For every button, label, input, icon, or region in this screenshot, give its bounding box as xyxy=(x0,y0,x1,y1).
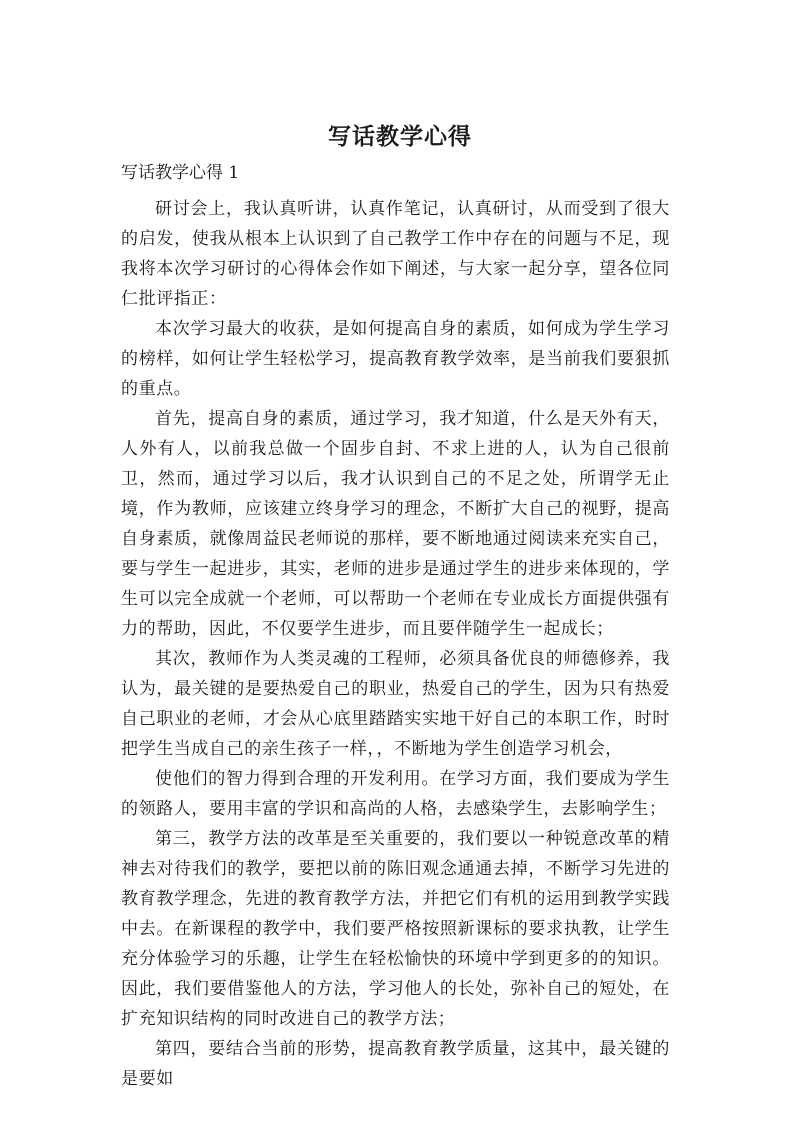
paragraph-intro: 研讨会上，我认真听讲，认真作笔记，认真研讨，从而受到了很大的启发，使我从根本上认识到了自己教学工作中存在的问题与不足，现我将本次学习研讨的心得体会作如下阐述，与大家一起分享，望各位同仁批评指正： xyxy=(121,199,670,309)
document-subtitle: 写话教学心得 1 xyxy=(121,163,240,183)
document-title: 写话教学心得 xyxy=(328,124,472,150)
paragraph-first: 首先，提高自身的素质，通过学习，我才知道，什么是天外有天，人外有人，以前我总做一个固步自封、不求上进的人，认为自己很前卫，然而，通过学习以后，我才认识到自己的不足之处，所谓学无止境，作为教师，应该建立终身学习的理念，不断扩大自己的视野，提高自身素质，就像周益民老师说的那样，要不断地通过阅读来充实自己，要与学生一起进步，其实，老师的进步是通过学生的进步来体现的，学生可以完全成就一个老师，可以帮助一个老师在专业成长方面提供强有力的帮助，因此，不仅要学生进步，而且要伴随学生一起成长； xyxy=(121,409,670,639)
paragraph-third: 第三，教学方法的改革是至关重要的，我们要以一种锐意改革的精神去对待我们的教学，要把以前的陈旧观念通通去掉，不断学习先进的教育教学理念，先进的教育教学方法，并把它们有机的运用到教学实践中去。在新课程的教学中，我们要严格按照新课标的要求执教，让学生充分体验学习的乐趣，让学生在轻松愉快的环境中学到更多的的知识。因此，我们要借鉴他人的方法，学习他人的长处，弥补自己的短处，在扩充知识结构的同时改进自己的教学方法； xyxy=(121,829,670,1029)
paragraph-fourth: 第四，要结合当前的形势，提高教育教学质量，这其中，最关键的是要如 xyxy=(121,1039,670,1089)
document-body xyxy=(121,194,670,1094)
paragraph-second-continued: 使他们的智力得到合理的开发利用。在学习方面，我们要成为学生的领路人，要用丰富的学识和高尚的人格，去感染学生，去影响学生； xyxy=(121,769,670,819)
paragraph-second: 其次，教师作为人类灵魂的工程师，必须具备优良的师德修养，我认为，最关键的是要热爱自己的职业，热爱自己的学生，因为只有热爱自己职业的老师，才会从心底里踏踏实实地干好自己的本职工作，时时把学生当成自己的亲生孩子一样，，不断地为学生创造学习机会， xyxy=(121,649,670,759)
paragraph-biggest-gain: 本次学习最大的收获，是如何提高自身的素质，如何成为学生学习的榜样，如何让学生轻松学习，提高教育教学效率，是当前我们要狠抓的重点。 xyxy=(121,319,670,399)
